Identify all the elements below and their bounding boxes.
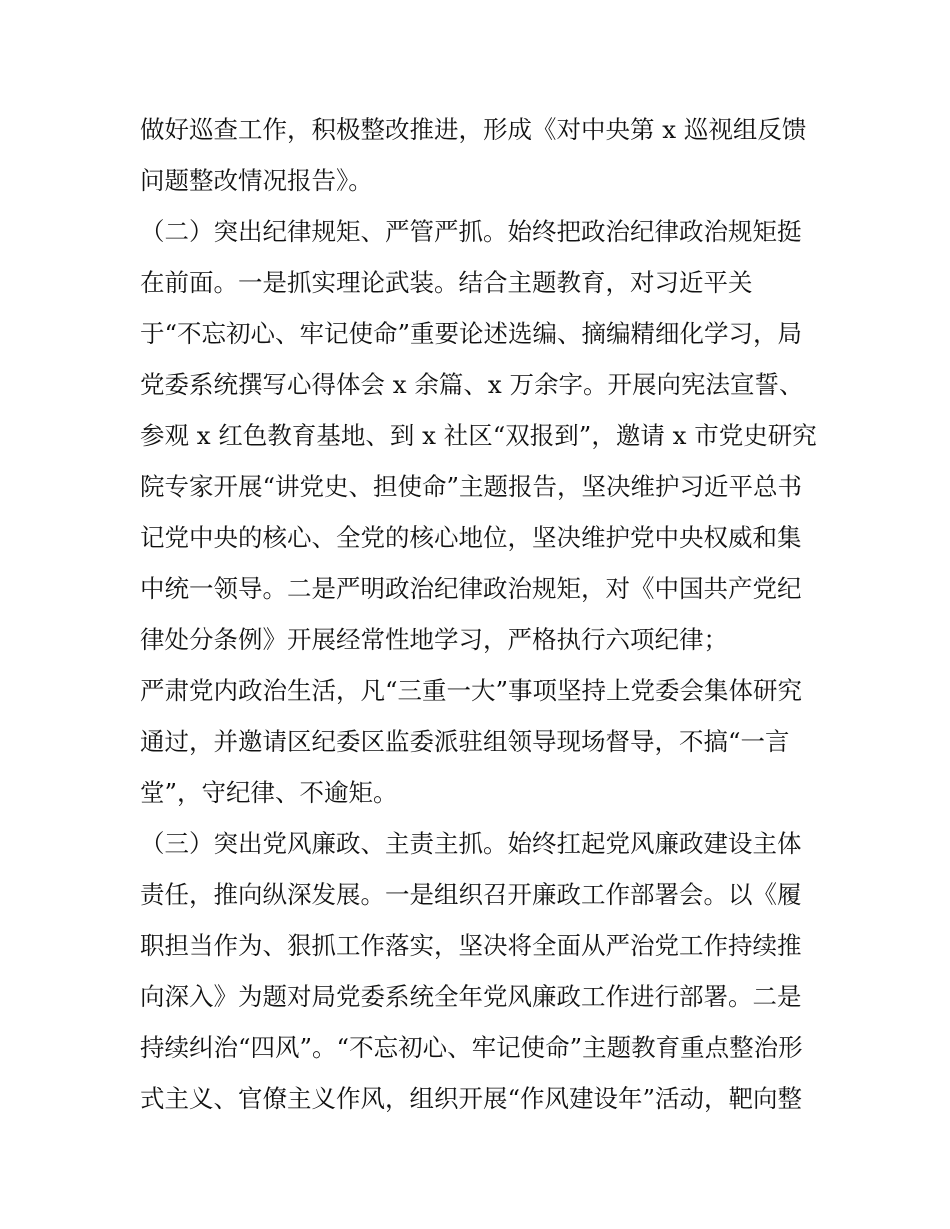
text-line: 向深入》为题对局党委系统全年党风廉政工作进行部署。二是 xyxy=(140,982,802,1011)
text-line: 党委系统撰写心得体会 x 余篇、x 万余字。开展向宪法宣誓、 xyxy=(140,370,804,399)
text-line: 于“不忘初心、牢记使命”重要论述选编、摘编精细化学习，局 xyxy=(140,319,803,348)
text-line: 中统一领导。二是严明政治纪律政治规矩，对《中国共产党纪 xyxy=(140,574,802,603)
text-line: 式主义、官僚主义作风，组织开展“作风建设年”活动，靶向整 xyxy=(140,1084,803,1113)
text-line: 记党中央的核心、全党的核心地位，坚决维护党中央权威和集 xyxy=(140,523,802,552)
text-line: 持续纠治“四风”。“不忘初心、牢记使命”主题教育重点整治形 xyxy=(140,1033,803,1062)
text-line: 问题整改情况报告》。 xyxy=(140,166,373,195)
text-line: 严肃党内政治生活，凡“三重一大”事项坚持上党委会集体研究 xyxy=(140,676,803,705)
text-line: 律处分条例》开展经常性地学习，严格执行六项纪律； xyxy=(140,625,728,654)
text-line: 做好巡查工作，积极整改推进，形成《对中央第 x 巡视组反馈 xyxy=(140,115,807,144)
text-line: 参观 x 红色教育基地、到 x 社区“双报到”，邀请 x 市党史研究 xyxy=(140,421,817,450)
text-line: （二）突出纪律规矩、严管严抓。始终把政治纪律政治规矩挺 xyxy=(140,217,802,246)
text-line: 在前面。一是抓实理论武装。结合主题教育，对习近平关 xyxy=(140,268,753,297)
text-line: （三）突出党风廉政、主责主抓。始终扛起党风廉政建设主体 xyxy=(140,829,802,858)
text-line: 院专家开展“讲党史、担使命”主题报告，坚决维护习近平总书 xyxy=(140,472,803,501)
text-line: 堂”，守纪律、不逾矩。 xyxy=(140,778,398,807)
text-line: 职担当作为、狠抓工作落实，坚决将全面从严治党工作持续推 xyxy=(140,931,802,960)
text-line: 责任，推向纵深发展。一是组织召开廉政工作部署会。以《履 xyxy=(140,880,802,909)
text-line: 通过，并邀请区纪委区监委派驻组领导现场督导，不搞“一言 xyxy=(140,727,790,756)
